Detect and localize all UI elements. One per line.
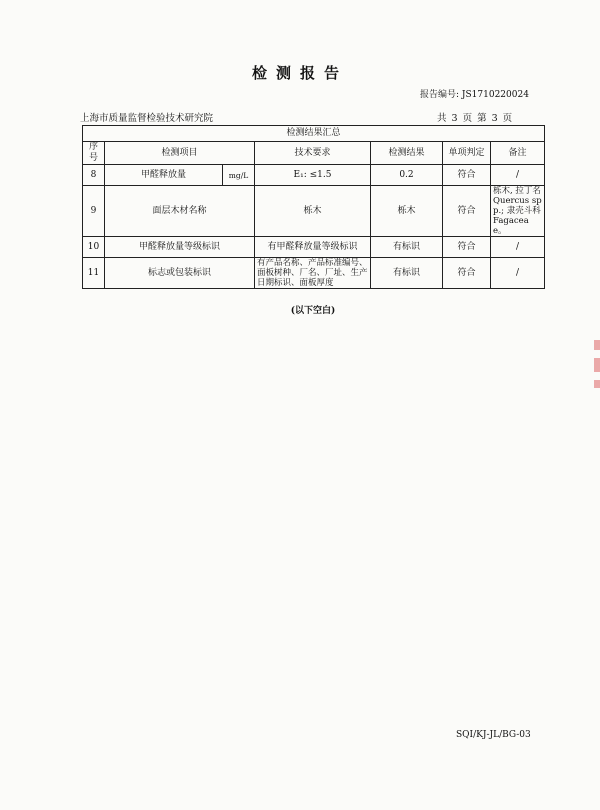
stamp-edge-mark [594,340,600,350]
report-title: 检测报告 [251,64,348,82]
row-note: 栎木, 拉丁名Quercus spp.; 隶壳斗科Fagaceae。 [491,186,545,237]
row-note: / [491,237,545,258]
table-header-row [83,142,545,165]
row-unit: mg/L [223,165,255,186]
table-row [83,237,545,258]
table-row [83,165,545,186]
row-requirement: 栎木 [255,186,371,237]
row-item: 甲醛释放量等级标识 [105,237,255,258]
row-item: 面层木材名称 [105,186,255,237]
results-table [82,125,545,289]
report-number: 报告编号: JS1710220024 [420,90,529,100]
header-requirement: 技术要求 [255,142,371,165]
header-verdict: 单项判定 [443,142,491,165]
row-verdict: 符合 [443,186,491,237]
table-row [83,258,545,289]
blank-below-note: (以下空白) [290,306,336,316]
row-result: 0.2 [371,165,443,186]
table-title-row [83,126,545,142]
row-requirement: E₁: ≤1.5 [255,165,371,186]
institute-name: 上海市质量监督检验技术研究院 [80,113,214,124]
form-code: SQI/KJ-JL/BG-03 [456,730,531,740]
header-note: 备注 [491,142,545,165]
row-item: 甲醛释放量 [105,165,223,186]
header-result: 检测结果 [371,142,443,165]
stamp-edge-mark [594,380,600,388]
row-note: / [491,258,545,289]
row-no: 9 [83,186,105,237]
row-requirement: 有产品名称、产品标准编号、面板树种、厂名、厂址、生产日期标识、面板厚度 [255,258,371,289]
row-result: 有标识 [371,258,443,289]
page-info: 共 3 页 第 3 页 [437,113,513,124]
table-title: 检测结果汇总 [83,126,545,142]
row-no: 10 [83,237,105,258]
table-row [83,186,545,237]
row-item: 标志或包装标识 [105,258,255,289]
stamp-edge-mark [594,358,600,372]
row-verdict: 符合 [443,237,491,258]
row-requirement: 有甲醛释放量等级标识 [255,237,371,258]
header-item: 检测项目 [105,142,255,165]
row-no: 8 [83,165,105,186]
row-result: 栎木 [371,186,443,237]
row-result: 有标识 [371,237,443,258]
row-verdict: 符合 [443,258,491,289]
row-verdict: 符合 [443,165,491,186]
header-no: 序号 [83,142,105,165]
row-note: / [491,165,545,186]
row-no: 11 [83,258,105,289]
